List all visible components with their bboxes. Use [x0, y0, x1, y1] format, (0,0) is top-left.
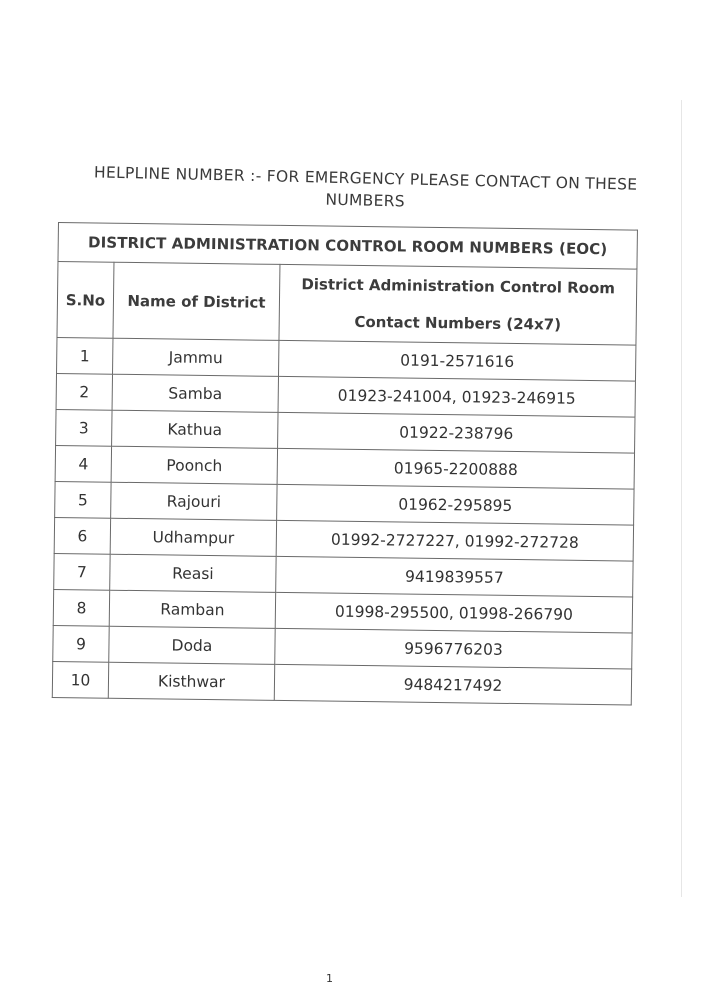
cell-sno: 3 — [56, 409, 112, 446]
cell-sno: 1 — [57, 337, 113, 374]
cell-district: Kisthwar — [108, 662, 274, 700]
cell-district: Jammu — [113, 338, 279, 376]
header-sno: S.No — [57, 262, 114, 339]
cell-contact: 9596776203 — [275, 628, 632, 669]
table-header-row — [57, 262, 637, 346]
cell-district: Doda — [109, 626, 275, 664]
cell-contact: 01998-295500, 01998-266790 — [275, 592, 632, 633]
helpline-heading — [77, 161, 654, 218]
scan-edge-line — [681, 100, 682, 897]
header-contact-line-1: District Administration Control Room — [301, 274, 616, 297]
header-contact — [279, 264, 637, 345]
cell-contact: 9419839557 — [276, 556, 633, 597]
cell-contact: 01965-2200888 — [277, 448, 634, 489]
helpline-line-1: HELPLINE NUMBER :- FOR EMERGENCY PLEASE CONTACT ON THESE — [93, 163, 638, 194]
cell-contact: 9484217492 — [274, 664, 631, 705]
cell-sno: 10 — [52, 661, 108, 698]
cell-sno: 8 — [53, 589, 109, 626]
cell-sno: 7 — [54, 553, 110, 590]
cell-district: Poonch — [111, 446, 277, 484]
cell-sno: 2 — [56, 373, 112, 410]
cell-contact: 01992-2727227, 01992-272728 — [276, 520, 633, 561]
cell-contact: 01922-238796 — [278, 412, 635, 453]
cell-district: Rajouri — [111, 482, 277, 520]
cell-contact: 0191-2571616 — [278, 340, 635, 381]
control-room-table-wrapper — [52, 222, 638, 706]
cell-contact: 01962-295895 — [277, 484, 634, 525]
helpline-line-2: NUMBERS — [325, 190, 406, 211]
cell-sno: 6 — [54, 517, 110, 554]
cell-district: Kathua — [112, 410, 278, 448]
cell-sno: 5 — [55, 481, 111, 518]
cell-sno: 4 — [55, 445, 111, 482]
cell-district: Udhampur — [110, 518, 276, 556]
cell-contact: 01923-241004, 01923-246915 — [278, 376, 635, 417]
cell-sno: 9 — [53, 625, 109, 662]
header-contact-line-2: Contact Numbers (24x7) — [354, 312, 562, 334]
cell-district: Reasi — [110, 554, 276, 592]
table-caption: DISTRICT ADMINISTRATION CONTROL ROOM NUMBERS (EOC) — [58, 223, 637, 270]
page-number: 1 — [326, 972, 333, 985]
cell-district: Ramban — [109, 590, 275, 628]
header-district: Name of District — [113, 262, 280, 340]
cell-district: Samba — [112, 374, 278, 412]
table-row — [52, 661, 631, 705]
control-room-table — [52, 222, 638, 706]
